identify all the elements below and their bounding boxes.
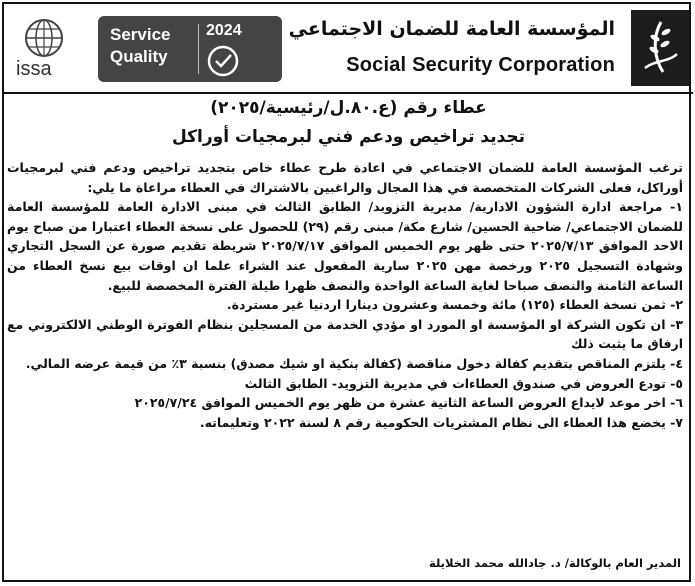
issa-text: issa [16, 58, 52, 80]
intro-paragraph: ترغب المؤسسة العامة للضمان الاجتماعي في اعادة طرح عطاء خاص بتجديد تراخيص ودعم فني لبرمجيات أوراكل، فعلى الشركات المتخصصة في هذا المجال والراغبين بالاشتراك في العطاء مراعاة ما يلي: [7, 160, 683, 195]
condition-item-2: ٢- ثمن نسخة العطاء (١٢٥) مائة وخمسة وعشرون دينارا اردنيا غير مستردة. [226, 297, 683, 313]
org-name-english: Social Security Corporation [346, 54, 615, 76]
condition-item-4: ٤- يلتزم المناقص بتقديم كفالة دخول مناقصة (كفالة بنكية او شيك مصدق) بنسبة ٣٪ من قيمة عرضه المالي. [25, 355, 683, 371]
org-name-arabic: المؤسسة العامة للضمان الاجتماعي [288, 18, 615, 40]
condition-item-7: ٧- يخضع هذا العطاء الى نظام المشتريات الحكومية رقم ٨ لسنة ٢٠٢٢ وتعليماته. [199, 414, 683, 430]
condition-item-3: ٣- ان تكون الشركة او المؤسسة او المورد او مؤدي الخدمة من المسجلين بنظام الفوترة الوطني الالكتروني مع ارفاق ما يثبت ذلك [7, 316, 683, 352]
header [4, 4, 693, 92]
tender-subject-title: تجديد تراخيص ودعم فني لبرمجيات أوراكل [171, 127, 526, 147]
check-circle-icon [206, 44, 240, 78]
tender-number-title: عطاء رقم (ع.٨٠.ل/رئيسية/٢٠٢٥) [210, 98, 487, 118]
badge-year: 2024 [206, 22, 242, 39]
condition-item-5: ٥- تودع العروض في صندوق العطاءات في مديرية التزويد- الطابق الثالث [244, 375, 683, 391]
tender-body [7, 158, 683, 432]
wheat-logo-icon [631, 10, 689, 86]
issa-logo [14, 14, 78, 86]
condition-item-1: ١- مراجعة ادارة الشؤون الادارية/ مديرية التزويد/ الطابق الثالث في مبنى الادارة العامة للمؤسسة العامة للضمان الاجتماعي/ ضاحية الحسين/ شارع مكة/ مبنى رقم (٢٩) للحصول على نسخة العطاء اعتبارا من صباح يوم الاحد الموافق ٢٠٢٥/٧/١٣ حتى ظهر يوم الخميس الموافق ٢٠٢٥/٧/١٧ شريطة تقديم صورة عن السجل التجاري وشهادة التسجيل ٢٠٢٥ ورخصة مهن ٢٠٢٥ سارية المفعول عند الشراء علما ان اوقات بيع نسخ العطاء من الساعة الثامنة والنصف صباحا لغاية الساعة الواحدة والنصف ظهرا طيلة الفترة المخصصة للبيع. [7, 199, 684, 293]
badge-label [110, 24, 171, 68]
signature: المدير العام بالوكالة/ د. جادالله محمد الخلايلة [428, 556, 681, 570]
condition-item-6: ٦- اخر موعد لايداع العروض الساعة الثانية عشرة من ظهر يوم الخميس الموافق ٢٠٢٥/٧/٢٤ [134, 395, 683, 411]
service-quality-badge [98, 16, 282, 82]
badge-divider [198, 24, 199, 74]
badge-label-line1: Service [110, 25, 171, 44]
header-divider [4, 92, 693, 94]
advertisement-frame [2, 2, 691, 582]
ssc-logo [631, 10, 689, 86]
badge-label-line2: Quality [110, 47, 168, 66]
